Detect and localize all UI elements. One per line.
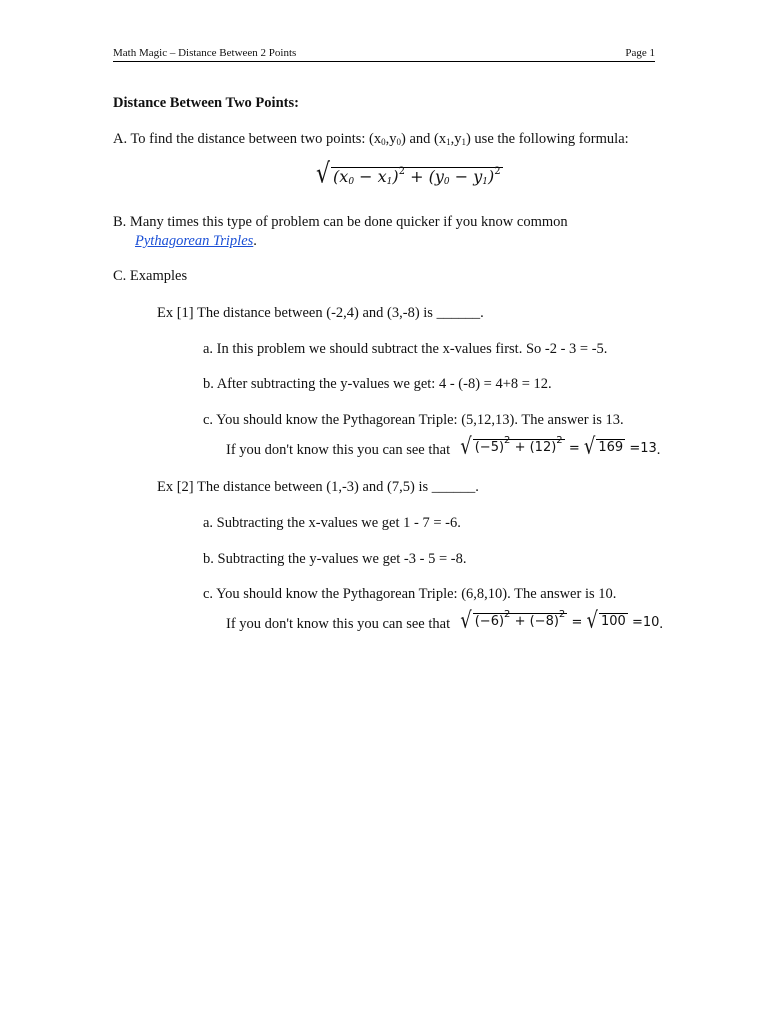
- example-1-expression: √ $(-5)^2 + (12)^2$ = √ 169 =13: [460, 433, 657, 460]
- example-1-stem: Ex [1] The distance between (-2,4) and (3,-8) is ______.: [157, 305, 484, 321]
- header-title: Math Magic – Distance Between 2 Points: [113, 47, 297, 59]
- example-1-step-c-detail: If you don't know this you can see that √ $(-5)^2 + (12)^2$ = √ 169 =13.: [226, 433, 661, 460]
- example-2-stem: Ex [2] The distance between (1,-3) and (7,5) is ______.: [157, 479, 479, 495]
- example-2-step-c-detail: If you don't know this you can see that √ $(-6)^2 + (-8)^2$ = √ 100 =10.: [226, 607, 664, 634]
- section-b-line2: Pythagorean Triples.: [135, 233, 257, 249]
- example-1-step-c: c. You should know the Pythagorean Triple: (5,12,13). The answer is 13.: [203, 412, 624, 428]
- page-number: Page 1: [625, 47, 655, 59]
- example-2-step-a: a. Subtracting the x-values we get 1 - 7 = -6.: [203, 515, 461, 531]
- distance-formula: √ $(x_0 - x_1)^2 + (y_0 - y_1)^2$: [316, 158, 501, 190]
- page-header: [113, 46, 655, 62]
- section-c-label: C. Examples: [113, 268, 188, 284]
- example-2-step-c: c. You should know the Pythagorean Triple: (6,8,10). The answer is 10.: [203, 586, 617, 602]
- example-2-step-b: b. Subtracting the y-values we get -3 - 5 = -8.: [203, 551, 467, 567]
- example-2-expression: √ $(-6)^2 + (-8)^2$ = √ 100 =10: [460, 607, 660, 634]
- example-1-step-a: a. In this problem we should subtract the x-values first. So -2 - 3 = -5.: [203, 341, 608, 357]
- section-b-line1: B. Many times this type of problem can be done quicker if you know common: [113, 214, 568, 230]
- section-a: A. To find the distance between two points: $(x_0,y_0)$ and $(x_1,y_1)$ use the following formula:: [113, 131, 629, 147]
- example-1-step-b: b. After subtracting the y-values we get: 4 - (-8) = 4+8 = 12.: [203, 376, 552, 392]
- pythagorean-triples-link[interactable]: Pythagorean Triples: [135, 233, 254, 249]
- page-title: Distance Between Two Points:: [113, 95, 299, 111]
